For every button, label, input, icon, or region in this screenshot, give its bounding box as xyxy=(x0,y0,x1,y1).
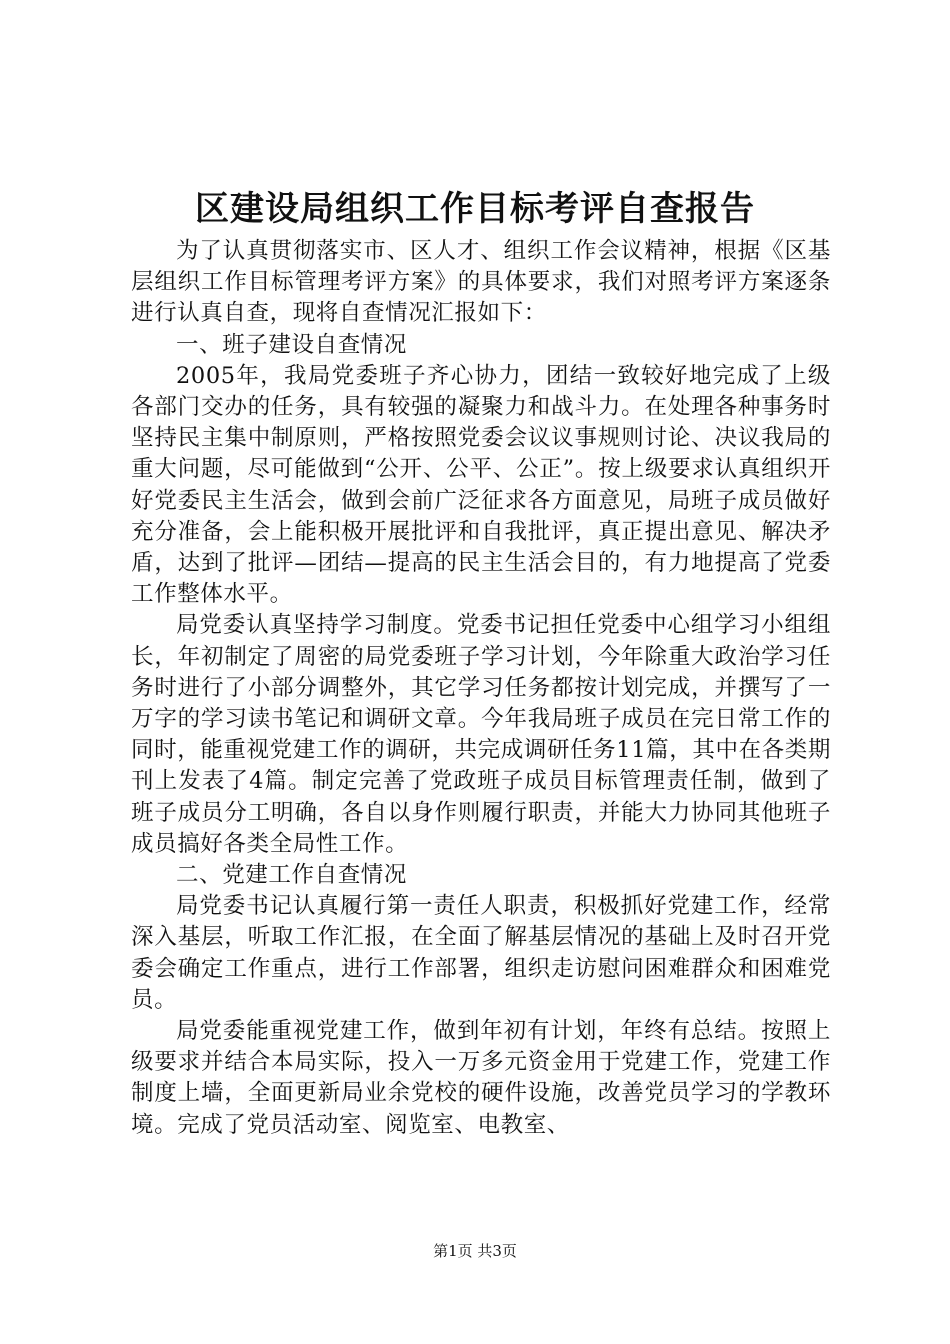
paragraph: 2005年，我局党委班子齐心协力，团结一致较好地完成了上级各部门交办的任务，具有较强的凝聚力和战斗力。在处理各种事务时坚持民主集中制原则，严格按照党委会议议事规则讨论、决议我局的重大问题，尽可能做到“公开、公平、公正”。按上级要求认真组织开好党委民主生活会，做到会前广泛征求各方面意见，局班子成员做好充分准备，会上能积极开展批评和自我批评，真正提出意见、解决矛盾，达到了批评—团结—提高的民主生活会目的，有力地提高了党委工作整体水平。 xyxy=(131,362,831,608)
paragraph-intro: 为了认真贯彻落实市、区人才、组织工作会议精神，根据《区基层组织工作目标管理考评方案》的具体要求，我们对照考评方案逐条进行认真自查，现将自查情况汇报如下： xyxy=(131,238,831,327)
paragraph: 局党委书记认真履行第一责任人职责，积极抓好党建工作，经常深入基层，听取工作汇报，在全面了解基层情况的基础上及时召开党委会确定工作重点，进行工作部署，组织走访慰问困难群众和困难党员。 xyxy=(131,893,831,1013)
paragraph: 局党委能重视党建工作，做到年初有计划，年终有总结。按照上级要求并结合本局实际，投入一万多元资金用于党建工作，党建工作制度上墙，全面更新局业余党校的硬件设施，改善党员学习的学教环境。完成了党员活动室、阅览室、电教室、 xyxy=(131,1018,831,1138)
paragraph: 局党委认真坚持学习制度。党委书记担任党委中心组学习小组组长，年初制定了周密的局党委班子学习计划，今年除重大政治学习任务时进行了小部分调整外，其它学习任务都按计划完成，并撰写了一万字的学习读书笔记和调研文章。今年我局班子成员在完日常工作的同时，能重视党建工作的调研，共完成调研任务11篇，其中在各类期刊上发表了4篇。制定完善了党政班子成员目标管理责任制，做到了班子成员分工明确，各自以身作则履行职责，并能大力协同其他班子成员搞好各类全局性工作。 xyxy=(131,612,831,857)
document-title: 区建设局组织工作目标考评自查报告 xyxy=(195,189,755,229)
document-body xyxy=(131,236,831,1141)
section-heading-2: 二、党建工作自查情况 xyxy=(176,862,408,889)
page-footer: 第1页 共3页 xyxy=(433,1242,517,1260)
section-heading-1: 一、班子建设自查情况 xyxy=(176,331,408,358)
